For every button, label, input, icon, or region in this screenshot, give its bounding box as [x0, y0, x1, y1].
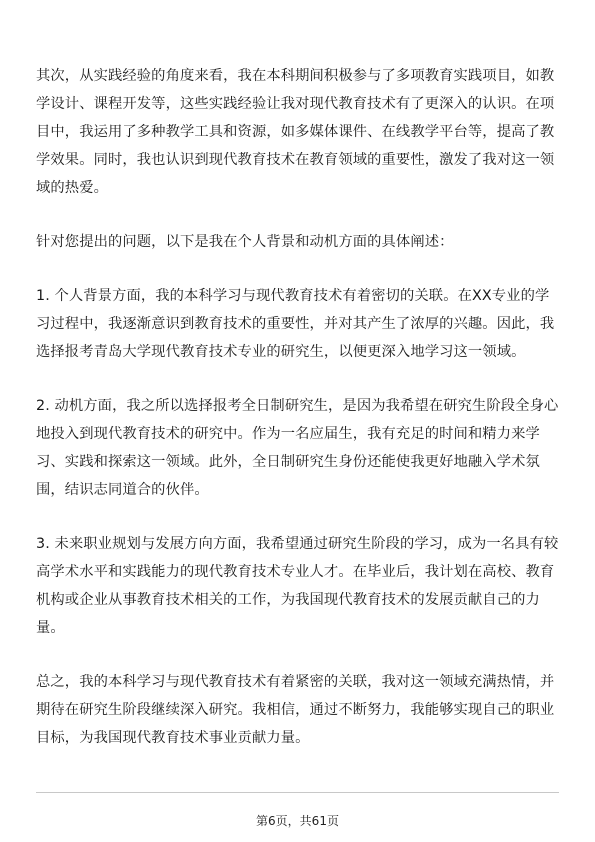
page-number: 第6页，共61页	[256, 814, 339, 828]
paragraph-conclusion: 总之，我的本科学习与现代教育技术有着紧密的关联，我对这一领域充满热情，并期待在研究生阶段继续深入研究。我相信，通过不断努力，我能够实现自己的职业目标，为我国现代教育技术事业贡献力量。	[36, 674, 555, 746]
footer-divider	[36, 792, 559, 793]
paragraph-practice-experience: 其次，从实践经验的角度来看，我在本科期间积极参与了多项教育实践项目，如教学设计、课程开发等，这些实践经验让我对现代教育技术有了更深入的认识。在项目中，我运用了多种教学工具和资源，如多媒体课件、在线教学平台等，提高了教学效果。同时，我也认识到现代教育技术在教育领域的重要性，激发了我对这一领域的热爱。	[36, 68, 555, 196]
paragraph-background: 1. 个人背景方面，我的本科学习与现代教育技术有着密切的关联。在XX专业的学习过程中，我逐渐意识到教育技术的重要性，并对其产生了浓厚的兴趣。因此，我选择报考青岛大学现代教育技术专业的研究生，以便更深入地学习这一领域。	[36, 288, 555, 360]
paragraph-motivation: 2. 动机方面，我之所以选择报考全日制研究生，是因为我希望在研究生阶段全身心地投入到现代教育技术的研究中。作为一名应届生，我有充足的时间和精力来学习、实践和探索这一领域。此外，全日制研究生身份还能使我更好地融入学术氛围，结识志同道合的伙伴。	[36, 398, 559, 498]
paragraph-career-plan: 3. 未来职业规划与发展方向方面，我希望通过研究生阶段的学习，成为一名具有较高学术水平和实践能力的现代教育技术专业人才。在毕业后，我计划在高校、教育机构或企业从事教育技术相关的工作，为我国现代教育技术的发展贡献自己的力量。	[36, 536, 559, 636]
document-body	[36, 62, 559, 778]
paragraph-intro: 针对您提出的问题，以下是我在个人背景和动机方面的具体阐述：	[36, 234, 454, 250]
